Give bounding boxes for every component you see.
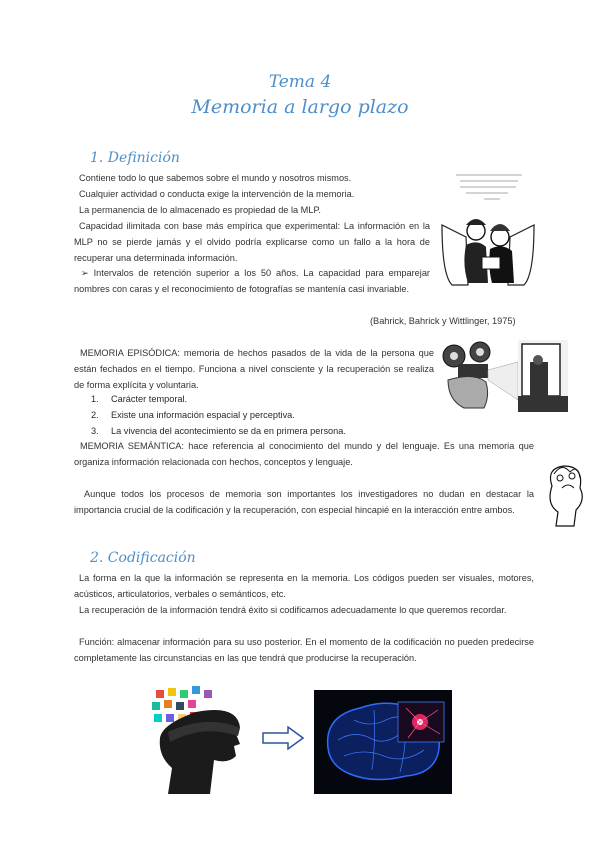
- head-sketch-image: [540, 460, 590, 538]
- paragraph: Capacidad ilimitada con base más empírica que experimental: La información en la MLP no se pierde jamás y el olvido podría explicarse como un fallo a la hora de recuperar una determinada información.: [74, 221, 430, 263]
- page-title-line2: Memoria a largo plazo: [191, 96, 409, 118]
- person-window-image: [518, 340, 568, 412]
- paragraph: Función: almacenar información para su uso posterior. En el momento de la codificación no pueden predecirse completamente las circunstancias en las que tendrá que producirse la recuperación.: [74, 637, 534, 663]
- paragraph-closing: Aunque todos los procesos de memoria son importantes los investigadores no dudan en destacar la importancia crucial de la codificación y la recuperación, con especial hincapié en la interacción entre ambos.: [74, 489, 534, 515]
- section-heading-codificacion: 2. Codificación: [90, 550, 196, 566]
- paragraph-episodic: MEMORIA EPISÓDICA: memoria de hechos pasados de la vida de la persona que están fechados en el tiempo. Funciona a nivel consciente y la recuperación se realiza de forma explícita y voluntaria.: [74, 348, 434, 390]
- list-item: 2. Existe una información espacial y perceptiva.: [91, 410, 295, 420]
- page-title-line1: Tema 4: [268, 72, 332, 92]
- citation: (Bahrick, Bahrick y Wittlinger, 1975): [370, 316, 516, 326]
- list-item: 3. La vivencia del acontecimiento se da en primera persona.: [91, 426, 346, 436]
- list-item: 1. Carácter temporal.: [91, 394, 188, 404]
- head-silhouette-apps-image: [148, 684, 248, 794]
- paragraph: ➢ Intervalos de retención superior a los 50 años. La capacidad para emparejar nombres con caras y el reconocimiento de fotografías se mantenía casi invariable.: [74, 268, 430, 294]
- projector-head-image: [438, 340, 518, 412]
- paragraph: Contiene todo lo que sabemos sobre el mundo y nosotros mismos.: [79, 173, 352, 183]
- episodic-list: [91, 391, 421, 439]
- elderly-couple-cartoon-image: [438, 165, 538, 293]
- paragraph: La recuperación de la información tendrá éxito si codificamos adecuadamente lo que queremos recordar.: [79, 605, 507, 615]
- paragraph: Cualquier actividad o conducta exige la intervención de la memoria.: [79, 189, 355, 199]
- arrow-right-icon: [262, 726, 304, 750]
- paragraph: La permanencia de lo almacenado es propiedad de la MLP.: [79, 205, 321, 215]
- paragraph-semantic: MEMORIA SEMÁNTICA: hace referencia al conocimiento del mundo y del lenguaje. Es una memoria que organiza información relacionada con hechos, conceptos y lenguaje.: [74, 441, 534, 467]
- glowing-brain-image: [314, 690, 452, 794]
- paragraph: La forma en la que la información se representa en la memoria. Los códigos pueden ser visuales, motores, acústicos, articulatorios, verbales o semánticos, etc.: [74, 573, 534, 599]
- section-heading-definicion: 1. Definición: [90, 150, 180, 166]
